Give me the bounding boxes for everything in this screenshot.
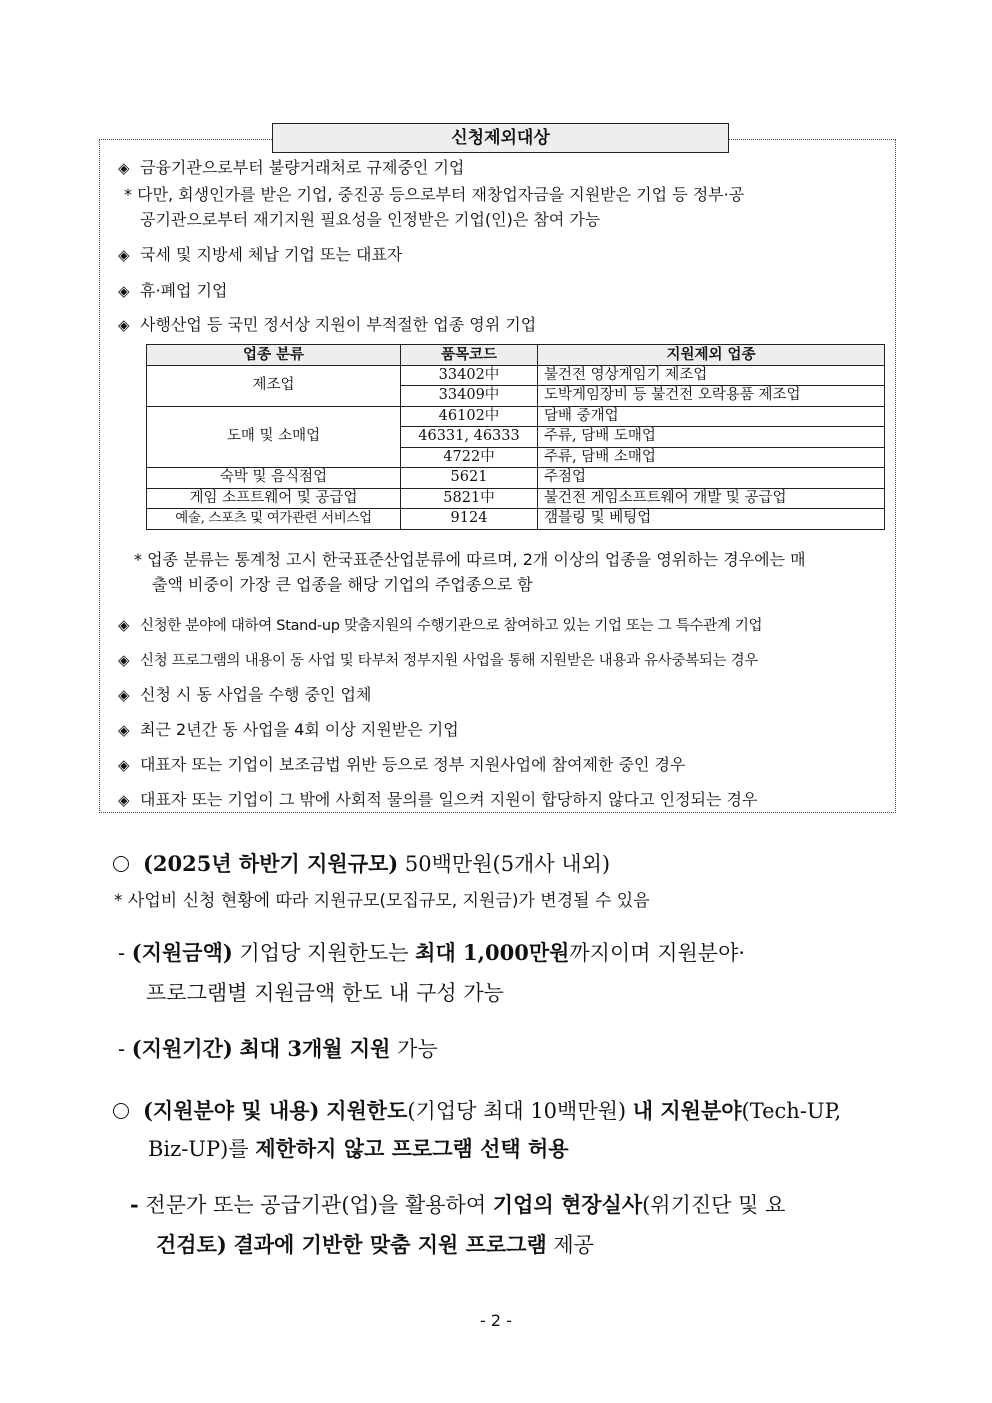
- table-header-row: [147, 345, 885, 366]
- category-cell: 게임 소프트웨어 및 공급업: [147, 488, 401, 509]
- amount-line-1: - (지원금액) 기업당 지원한도는 최대 1,000만원까지이며 지원분야·: [118, 940, 746, 965]
- diamond-icon: ◈: [118, 316, 130, 334]
- bullet-9: ◈ 대표자 또는 기업이 보조금법 위반 등으로 정부 지원사업에 참여제한 중인 경우: [118, 755, 686, 774]
- table-row: [147, 509, 885, 530]
- bullet-7: ◈ 신청 시 동 사업을 수행 중인 업체: [118, 685, 372, 704]
- table-row: [147, 365, 885, 386]
- industry-cell: 도박게임장비 등 불건전 오락용품 제조업: [538, 386, 885, 407]
- industry-cell: 주류, 담배 도매업: [538, 427, 885, 448]
- bullet-4: ◈ 사행산업 등 국민 정서상 지원이 부적절한 업종 영위 기업: [118, 315, 537, 334]
- bullet-2: ◈ 국세 및 지방세 체납 기업 또는 대표자: [118, 245, 403, 264]
- note-2b: 출액 비중이 가장 큰 업종을 해당 기업의 주업종으로 함: [152, 575, 533, 594]
- industry-cell: 주점업: [538, 468, 885, 489]
- code-cell: 46102中: [401, 406, 538, 427]
- page-number: - 2 -: [480, 1311, 512, 1330]
- table-row: [147, 468, 885, 489]
- code-cell: 5821中: [401, 488, 538, 509]
- excluded-industry-table: [146, 344, 885, 530]
- code-cell: 46331, 46333: [401, 427, 538, 448]
- support-field-line-2: Biz-UP)를 제한하지 않고 프로그램 선택 허용: [148, 1136, 569, 1161]
- note-1b: 공기관으로부터 재기지원 필요성을 인정받은 기업(인)은 참여 가능: [140, 210, 601, 229]
- expert-line-1: - 전문가 또는 공급기관(업)을 활용하여 기업의 현장실사(위기진단 및 요: [130, 1192, 786, 1217]
- table-row: [147, 488, 885, 509]
- industry-cell: 불건전 게임소프트웨어 개발 및 공급업: [538, 488, 885, 509]
- diamond-icon: ◈: [118, 651, 130, 669]
- code-cell: 9124: [401, 509, 538, 530]
- diamond-icon: ◈: [118, 246, 130, 264]
- support-scale-line: (2025년 하반기 지원규모) 50백만원(5개사 내외): [113, 850, 610, 878]
- table-row: [147, 406, 885, 427]
- code-cell: 33402中: [401, 365, 538, 386]
- code-cell: 4722中: [401, 447, 538, 468]
- support-field-line-1: (지원분야 및 내용) 지원한도(기업당 최대 10백만원) 내 지원분야(Tech-UP,: [113, 1097, 841, 1125]
- support-scale-note: * 사업비 신청 현황에 따라 지원규모(모집규모, 지원금)가 변경될 수 있음: [114, 891, 650, 911]
- amount-line-2: 프로그램별 지원금액 한도 내 구성 가능: [146, 981, 504, 1005]
- code-cell: 33409中: [401, 386, 538, 407]
- diamond-icon: ◈: [118, 756, 130, 774]
- bullet-3: ◈ 휴·폐업 기업: [118, 281, 228, 300]
- industry-cell: 담배 중개업: [538, 406, 885, 427]
- industry-cell: 불건전 영상게임기 제조업: [538, 365, 885, 386]
- code-cell: 5621: [401, 468, 538, 489]
- circle-bullet-icon: [113, 1103, 129, 1119]
- category-cell: 도매 및 소매업: [147, 406, 401, 468]
- note-2a: * 업종 분류는 통계청 고시 한국표준산업분류에 따르며, 2개 이상의 업종을 영위하는 경우에는 매: [134, 550, 806, 569]
- table-header: 업종 분류: [147, 345, 401, 366]
- bullet-1: ◈ 금융기관으로부터 불량거래처로 규제중인 기업: [118, 158, 465, 177]
- circle-bullet-icon: [113, 856, 129, 872]
- diamond-icon: ◈: [118, 282, 130, 300]
- industry-cell: 주류, 담배 소매업: [538, 447, 885, 468]
- bullet-8: ◈ 최근 2년간 동 사업을 4회 이상 지원받은 기업: [118, 720, 459, 739]
- diamond-icon: ◈: [118, 159, 130, 177]
- period-line: - (지원기간) 최대 3개월 지원 가능: [118, 1036, 438, 1061]
- expert-line-2: 건검토) 결과에 기반한 맞춤 지원 프로그램 제공: [156, 1232, 594, 1257]
- diamond-icon: ◈: [118, 721, 130, 739]
- category-cell: 제조업: [147, 365, 401, 406]
- exclusion-box-title: 신청제외대상: [272, 123, 729, 153]
- table-header: 품목코드: [401, 345, 538, 366]
- category-cell: 숙박 및 음식점업: [147, 468, 401, 489]
- bullet-5: ◈ 신청한 분야에 대하여 Stand-up 맞춤지원의 수행기관으로 참여하고 있는 기업 또는 그 특수관계 기업: [118, 616, 763, 634]
- diamond-icon: ◈: [118, 616, 130, 634]
- bullet-10: ◈ 대표자 또는 기업이 그 밖에 사회적 물의를 일으켜 지원이 합당하지 않다고 인정되는 경우: [118, 790, 758, 809]
- diamond-icon: ◈: [118, 686, 130, 704]
- diamond-icon: ◈: [118, 791, 130, 809]
- bullet-6: ◈ 신청 프로그램의 내용이 동 사업 및 타부처 정부지원 사업을 통해 지원받은 내용과 유사중복되는 경우: [118, 651, 759, 669]
- industry-cell: 갬블링 및 베팅업: [538, 509, 885, 530]
- table-header: 지원제외 업종: [538, 345, 885, 366]
- note-1a: * 다만, 회생인가를 받은 기업, 중진공 등으로부터 재창업자금을 지원받은 기업 등 정부·공: [124, 185, 745, 204]
- category-cell: 예술, 스포츠 및 여가관련 서비스업: [147, 509, 401, 530]
